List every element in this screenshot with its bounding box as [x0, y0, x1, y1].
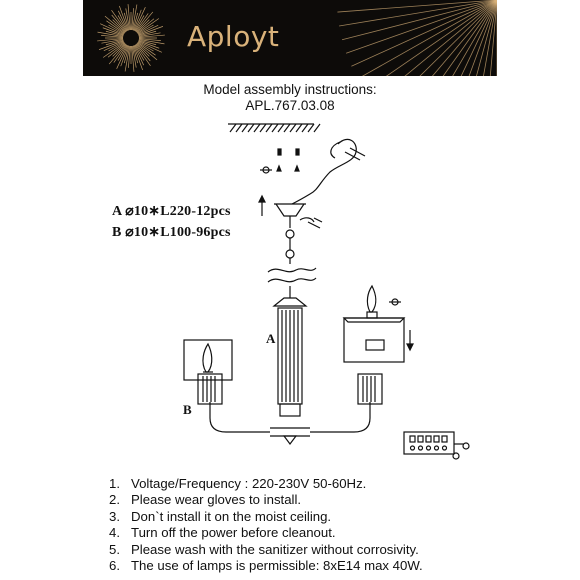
part-a-letter: A: [112, 204, 122, 219]
chandelier-arms: [210, 402, 370, 444]
terminal-block-icon: [404, 432, 469, 459]
right-lamp-holder: [358, 374, 382, 404]
central-column: [278, 308, 302, 416]
list-item: 3. Don`t install it on the moist ceiling.: [109, 508, 332, 524]
column-label-a: A: [266, 331, 276, 346]
part-a-size: ⌀10∗L220-12pcs: [125, 204, 231, 219]
screw-icon: [277, 149, 299, 171]
candle-bulb-icon: [367, 286, 377, 318]
page-title: Model assembly instructions:: [203, 82, 377, 97]
left-lamp-holder: [198, 374, 222, 404]
part-b-size: ⌀10∗L100-96pcs: [125, 225, 231, 240]
list-item: 4. Turn off the power before cleanout.: [109, 525, 336, 541]
list-item: 2. Please wear gloves to install.: [109, 492, 302, 508]
down-arrow-icon: [407, 330, 413, 350]
list-item: 6. The use of lamps is permissible: 8xE14 max 40W.: [109, 558, 423, 574]
list-item: 1. Voltage/Frequency : 220-230V 50-60Hz.: [109, 476, 367, 491]
sunburst-decoration-icon: [83, 0, 497, 76]
model-number: APL.767.03.08: [245, 98, 335, 113]
rotate-arrow-icon: [260, 167, 272, 173]
ceiling-canopy: [274, 204, 306, 228]
part-b-letter: B: [112, 225, 122, 240]
chandelier-assembly-diagram: [170, 112, 480, 472]
list-item: 5. Please wash with the sanitizer without corrosivity.: [109, 541, 419, 557]
chain: [268, 230, 316, 298]
ceiling-hatch-icon: [228, 124, 320, 132]
brand-logo-text: Aployt: [187, 20, 280, 53]
brand-banner: [83, 0, 497, 76]
instruction-list: [109, 476, 423, 574]
up-arrow-icon: [259, 196, 265, 216]
arm-label-b: B: [183, 402, 192, 417]
rotate-arrow-icon: [389, 299, 401, 305]
right-lamp-shade: [344, 318, 404, 362]
